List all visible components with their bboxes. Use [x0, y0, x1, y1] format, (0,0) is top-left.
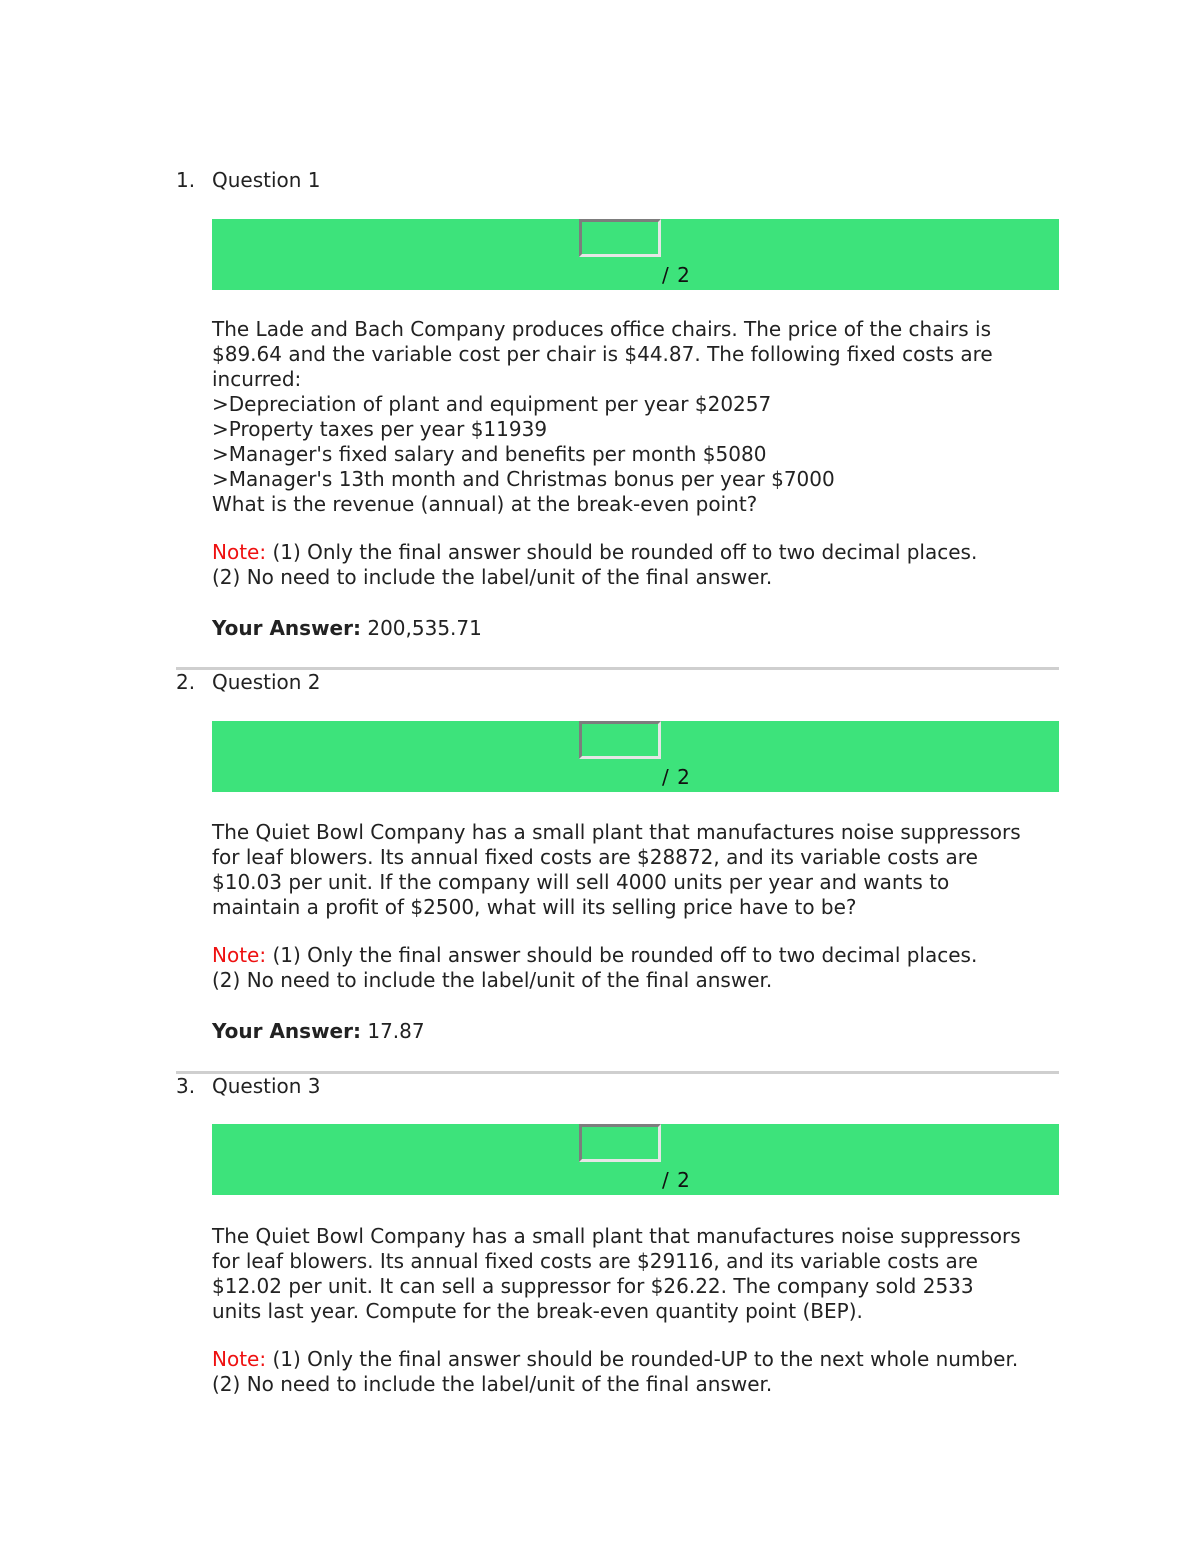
question-title: Question 1 — [212, 168, 321, 192]
question-text-line: The Quiet Bowl Company has a small plant that manufactures noise suppressors — [212, 1224, 1021, 1248]
score-total: / 2 — [662, 1168, 691, 1192]
score-input[interactable] — [579, 219, 661, 257]
question-text-line: >Manager's fixed salary and benefits per month $5080 — [212, 442, 767, 466]
note-text: (1) Only the final answer should be rounded off to two decimal places. — [266, 540, 978, 564]
score-total: / 2 — [662, 263, 691, 287]
question-text-line: for leaf blowers. Its annual fixed costs are $28872, and its variable costs are — [212, 845, 978, 869]
question-note — [212, 1347, 1072, 1372]
question-number: 1. — [176, 168, 196, 192]
note-text: (1) Only the final answer should be rounded-UP to the next whole number. — [266, 1347, 1019, 1371]
question-text-line: >Manager's 13th month and Christmas bonus per year $7000 — [212, 467, 835, 491]
question-text-line: >Depreciation of plant and equipment per year $20257 — [212, 392, 772, 416]
question-text-line: units last year. Compute for the break-even quantity point (BEP). — [212, 1299, 863, 1323]
question-body — [212, 1224, 1072, 1397]
question-text-line: $89.64 and the variable cost per chair is $44.87. The following fixed costs are — [212, 342, 993, 366]
question-text-line: for leaf blowers. Its annual fixed costs are $29116, and its variable costs are — [212, 1249, 978, 1273]
note-label: Note: — [212, 943, 267, 967]
question-note-line: (2) No need to include the label/unit of the final answer. — [212, 565, 773, 589]
question-number: 3. — [176, 1074, 196, 1098]
question-note-line: (2) No need to include the label/unit of the final answer. — [212, 968, 773, 992]
answer-value: 200,535.71 — [360, 616, 482, 640]
question-body — [212, 820, 1072, 1044]
score-bar — [212, 1124, 1059, 1195]
answer-value: 17.87 — [360, 1019, 425, 1043]
question-text-line: maintain a profit of $2500, what will its selling price have to be? — [212, 895, 857, 919]
your-answer — [212, 616, 1072, 641]
question-text-line: What is the revenue (annual) at the break-even point? — [212, 492, 758, 516]
question-note-line: (2) No need to include the label/unit of the final answer. — [212, 1372, 773, 1396]
question-note — [212, 540, 1072, 565]
note-label: Note: — [212, 1347, 267, 1371]
score-bar — [212, 721, 1059, 792]
score-total: / 2 — [662, 765, 691, 789]
question-text-line: >Property taxes per year $11939 — [212, 417, 548, 441]
question-note — [212, 943, 1072, 968]
question-number: 2. — [176, 670, 196, 694]
question-text-line: $10.03 per unit. If the company will sell 4000 units per year and wants to — [212, 870, 950, 894]
score-input[interactable] — [579, 721, 661, 759]
note-text: (1) Only the final answer should be rounded off to two decimal places. — [266, 943, 978, 967]
question-title: Question 3 — [212, 1074, 321, 1098]
answer-label: Your Answer: — [212, 1019, 361, 1043]
question-body — [212, 317, 1072, 641]
score-input[interactable] — [579, 1124, 661, 1162]
score-bar — [212, 219, 1059, 290]
question-text-line: The Quiet Bowl Company has a small plant that manufactures noise suppressors — [212, 820, 1021, 844]
question-title: Question 2 — [212, 670, 321, 694]
note-label: Note: — [212, 540, 267, 564]
question-text-line: incurred: — [212, 367, 302, 391]
question-text-line: The Lade and Bach Company produces office chairs. The price of the chairs is — [212, 317, 992, 341]
your-answer — [212, 1019, 1072, 1044]
answer-label: Your Answer: — [212, 616, 361, 640]
question-text-line: $12.02 per unit. It can sell a suppressor for $26.22. The company sold 2533 — [212, 1274, 974, 1298]
